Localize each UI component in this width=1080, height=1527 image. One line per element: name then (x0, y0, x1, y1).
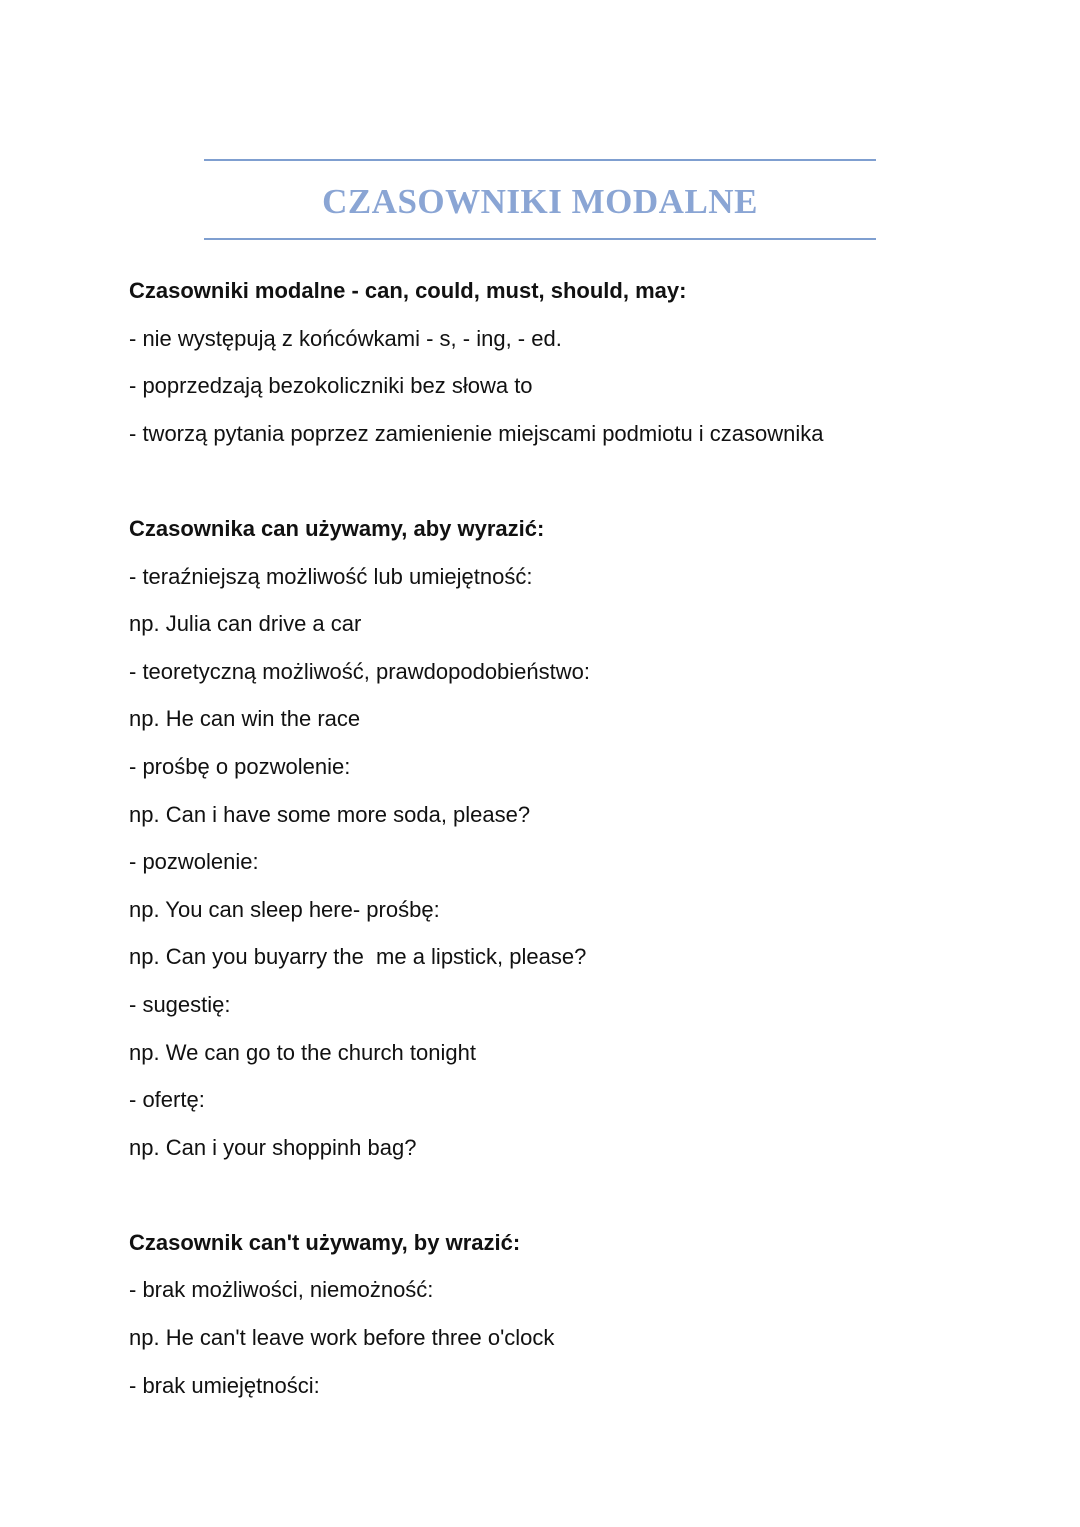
section-cant (129, 1219, 949, 1409)
list-item: - tworzą pytania poprzez zamienienie miejscami podmiotu i czasownika (129, 420, 824, 446)
list-item: - nie występują z końcówkami - s, - ing, - ed. (129, 325, 562, 351)
list-item: - sugestię: (129, 991, 231, 1017)
list-item: - teoretyczną możliwość, prawdopodobieństwo: (129, 658, 591, 684)
list-item: - prośbę o pozwolenie: (129, 753, 351, 779)
list-item: - brak umiejętności: (129, 1372, 320, 1398)
section-modal-verbs (129, 267, 949, 457)
section-heading: Czasowniki modalne - can, could, must, should, may: (129, 278, 687, 303)
example-line: np. He can't leave work before three o'clock (129, 1325, 555, 1351)
list-item: - teraźniejszą możliwość lub umiejętność: (129, 563, 533, 589)
page-title: CZASOWNIKI MODALNE (322, 182, 758, 221)
section-heading: Czasownika can używamy, aby wyrazić: (129, 515, 545, 541)
title-top-rule (204, 159, 876, 161)
document-body (129, 267, 949, 1409)
example-line: np. Can you buyarry the me a lipstick, please? (129, 944, 587, 970)
section-can (129, 505, 949, 1171)
section-heading: Czasownik can't używamy, by wrazić: (129, 1229, 521, 1255)
example-line: np. Julia can drive a car (129, 611, 362, 637)
list-item: - brak możliwości, niemożność: (129, 1277, 434, 1303)
section-spacer (129, 1171, 949, 1219)
example-line: np. We can go to the church tonight (129, 1039, 476, 1065)
list-item: - pozwolenie: (129, 849, 259, 875)
section-spacer (129, 457, 949, 505)
example-line: np. Can i have some more soda, please? (129, 801, 531, 827)
example-line: np. Can i your shoppinh bag? (129, 1134, 417, 1160)
title-bottom-rule (204, 238, 876, 240)
list-item: - poprzedzają bezokoliczniki bez słowa to (129, 373, 533, 399)
list-item: - ofertę: (129, 1087, 205, 1113)
example-line: np. You can sleep here- prośbę: (129, 896, 440, 922)
example-line: np. He can win the race (129, 706, 361, 732)
